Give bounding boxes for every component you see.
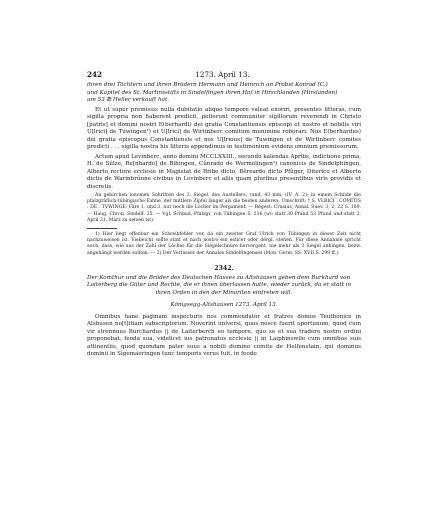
footnotes <box>87 193 361 257</box>
running-header <box>87 70 361 79</box>
body-paragraph: Et ut super premissis nulla dubitatio aliquo tempore valeat exoriri, presentes litteras, cum sigilla propria non haberent predicti, petierunt communiter sigillorum reverendi in Christo [patris] et domini nostri E(berhardi) dei gratia Constantiensis episcopi et nostro et nobilis viri U[lrici] de Tuwingen¹) et U[lrici] de Wirtinberc comitum munimine roborari. Nos E(berhardus) dei gratia episcopus Constantiensis et nos U[lrious] de Tuwingen et de Wirtinberc comites predicti . . . sigilla nostra his litteris appendimus in testimonium evidens omnium premissorum. <box>87 106 361 150</box>
intro-line: um 53 ℔ Heller verkauft hat. <box>87 97 169 103</box>
intro-line: und Kapitel des St. Martinsstifts in Sindelfingen ihren Hof in Hirschlanden (Hirslanden) <box>87 89 338 96</box>
regest-line: Der Komthur und die Brüder des Deutschen Hauses zu Altshausen geben dem Burkhard von <box>87 274 351 281</box>
regest-line: ihren Orden in den der Minoriten eintreten will. <box>155 289 293 296</box>
intro-paragraph <box>87 82 361 105</box>
footnote-rule <box>87 228 117 229</box>
footnote: 1) Hier liegt offenbar ein Schreibfehler vor, da ein zweiter Graf Ulrich von Tübingen in dieser Zeit nicht nachzuweisen ist. Vielleicht sollte statt et nach nostro ein esticet oder dergl. stehen. Für diese Annahme spricht auch, dass, wie aus der Zahl der Löcher für die Siegelschnüre hervorgeht, nie mehr als 3 Siegel anhingen, bezw. angehängt werden sollten. — 2) Der Verfasser der Annales Sindelfingenses (Mon. Germ. SS. XVII S. 299 ff.). <box>87 232 361 256</box>
source-note: An gebirchen ionomen Sohrifren des 2. Siegel, des Austellers, rund, 43 mm, (IV. A. 2): in einem Schilde die pfalzgräflich-tübingische Fahne, der mittlere Zipfel länger als die beiden anderen; Umschrift: † S. VLRICI . COMITIS . DE . TVWINGE. Fâre 1. und 3. nur noch die Löcher im Pergament. — Regest: Crusius, Annal. Suev. 3, 2, 22 S. 189. — Haug, Chron. Sindelf. 35. — Vgl. Schmid, Pfalzgr. von Tübingen S. 216 (wo statt 30 Pfund 53 Pfund und statt 2. April 31. März zu setzen ist). <box>87 193 361 223</box>
body-paragraph: Actum apud Levinberc, anno domini MCCLXXIII., secundo kalendas Aprilis, indictione prima, H. de Sûlze, Re[nhardo] de Bihingen, Cûnrado de Wermelingen²) canonicis de Sindelphingen, Alberto rectore ecclesie in Magistat de Bribe dicto, Bêreardo dicto Pfûger, Diterico et Alberto dictis de Warinbrûnne civibus in Levinberc et aliis quam pluribus presentibus viris providis et discretis. <box>87 153 361 190</box>
regest <box>87 275 361 298</box>
place-date: Königsegg-Altshausen 1273. April 13. <box>170 302 278 309</box>
document-number: 2342. <box>214 264 234 272</box>
document-body: Omnibus hane paginam inspecturis nos commendator et fratres domus Teuthonice in Alshusen no[t]itiam subscriptorum. Noverint universi, quos nosce fuerit oportunum, quod cum vir strennuus Burchardus || de Laiterberch eo tempore, quo se et sua tradere nostro ordini proponebat, feoda sua, videlicet ius patronatus ecclesie || in Laiphinswile cum omnibus suis attinentiis, quod quondam pater suus a nobili domino comite de Helfenstain, qui dominus dominii in Sigemaeringen tunc temporis verus fuit, in feodo <box>87 313 361 358</box>
text-column <box>87 70 361 359</box>
regest-line: Laiterberg die Güter und Rechte, die er ihnen überlassen hatte, wieder zurück, da er statt in <box>87 282 352 289</box>
page-number: 242 <box>87 70 103 79</box>
intro-line: ihren drei Töchtern und ihren Brüdern Hermann und Heinrich an Probst Konrad (C.) <box>87 82 328 88</box>
header-date: 1273. April 13. <box>195 70 250 79</box>
